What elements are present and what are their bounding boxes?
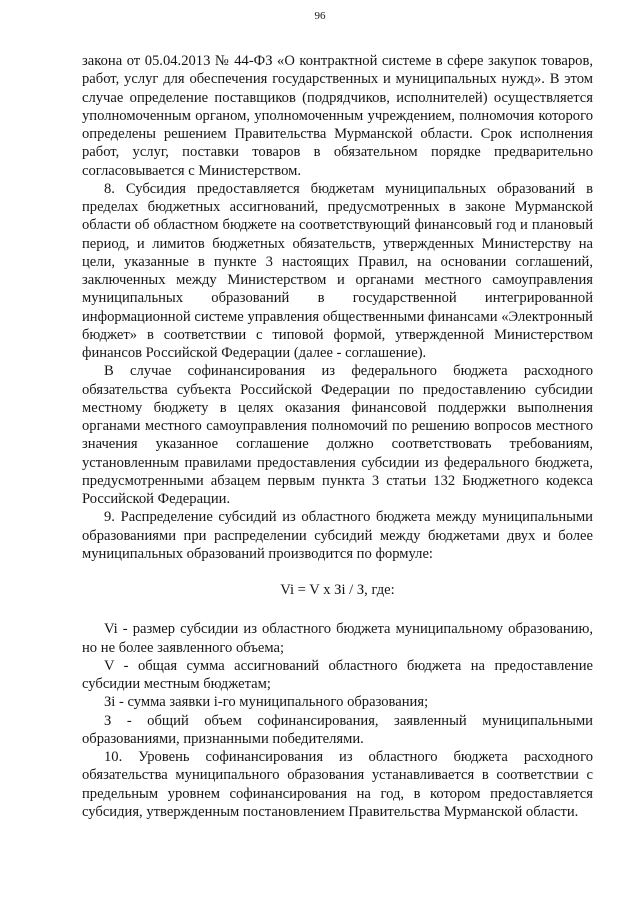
paragraph-item-8: 8. Субсидия предоставляется бюджетам муниципальных образований в пределах бюджетных ассигнований, предусмотренных в законе Мурманской области об областном бюджете на соответствующий финансовый год и плановый период, и лимитов бюджетных обязательств, утвержденных Министерству на цели, указанные в пункте 3 настоящих Правил, на основании соглашений, заключенных между Министерством и органами местного самоуправления муниципальных образований в государственной интегрированной информационной системе управления общественными финансами «Электронный бюджет» в соответствии с типовой формой, утвержденной Министерством финансов Российской Федерации (далее - соглашение). bbox=[82, 180, 593, 361]
document-body bbox=[82, 52, 593, 821]
definition-v: V - общая сумма ассигнований областного бюджета на предоставление субсидии местным бюджетам; bbox=[82, 657, 593, 692]
paragraph-item-10: 10. Уровень софинансирования из областного бюджета расходного обязательства муниципального образования устанавливается в соответствии с предельным уровнем софинансирования на год, в котором предоставляется субсидия, утвержденным постановлением Правительства Мурманской области. bbox=[82, 749, 593, 820]
paragraph-cofinancing: В случае софинансирования из федерального бюджета расходного обязательства субъекта Российской Федерации по предоставлению субсидии местному бюджету в целях оказания финансовой поддержки выполнения органами местного самоуправления полномочий по решению вопросов местного значения указанное соглашение должно соответствовать требованиям, установленным правилами предоставления субсидии из федерального бюджета, предусмотренными абзацем первым пункта 3 статьи 132 Бюджетного кодекса Российской Федерации. bbox=[82, 363, 593, 507]
definition-vi: Vi - размер субсидии из областного бюджета муниципальному образованию, но не более заявленного объема; bbox=[82, 621, 593, 656]
formula: Vi = V x Зi / З, где: bbox=[280, 582, 395, 598]
definition-z: З - общий объем софинансирования, заявленный муниципальными образованиями, признанными победителями. bbox=[82, 712, 593, 747]
paragraph-item-9: 9. Распределение субсидий из областного бюджета между муниципальными образованиями при распределении субсидий между бюджетами двух и более муниципальных образований производится по формуле: bbox=[82, 509, 593, 562]
page-number: 96 bbox=[314, 10, 326, 22]
paragraph-law-continuation: закона от 05.04.2013 № 44-ФЗ «О контрактной системе в сфере закупок товаров, работ, услуг для обеспечения государственных и муниципальных нужд». В этом случае определение поставщиков (подрядчиков, исполнителей) осуществляется уполномоченным органом, уполномоченным учреждением, полномочия которого определены решением Правительства Мурманской области. Срок исполнения работ, услуг, поставки товаров в обязательном порядке предварительно согласовывается с Министерством. bbox=[82, 53, 593, 179]
definition-zi: Зi - сумма заявки i-го муниципального образования; bbox=[104, 694, 429, 711]
